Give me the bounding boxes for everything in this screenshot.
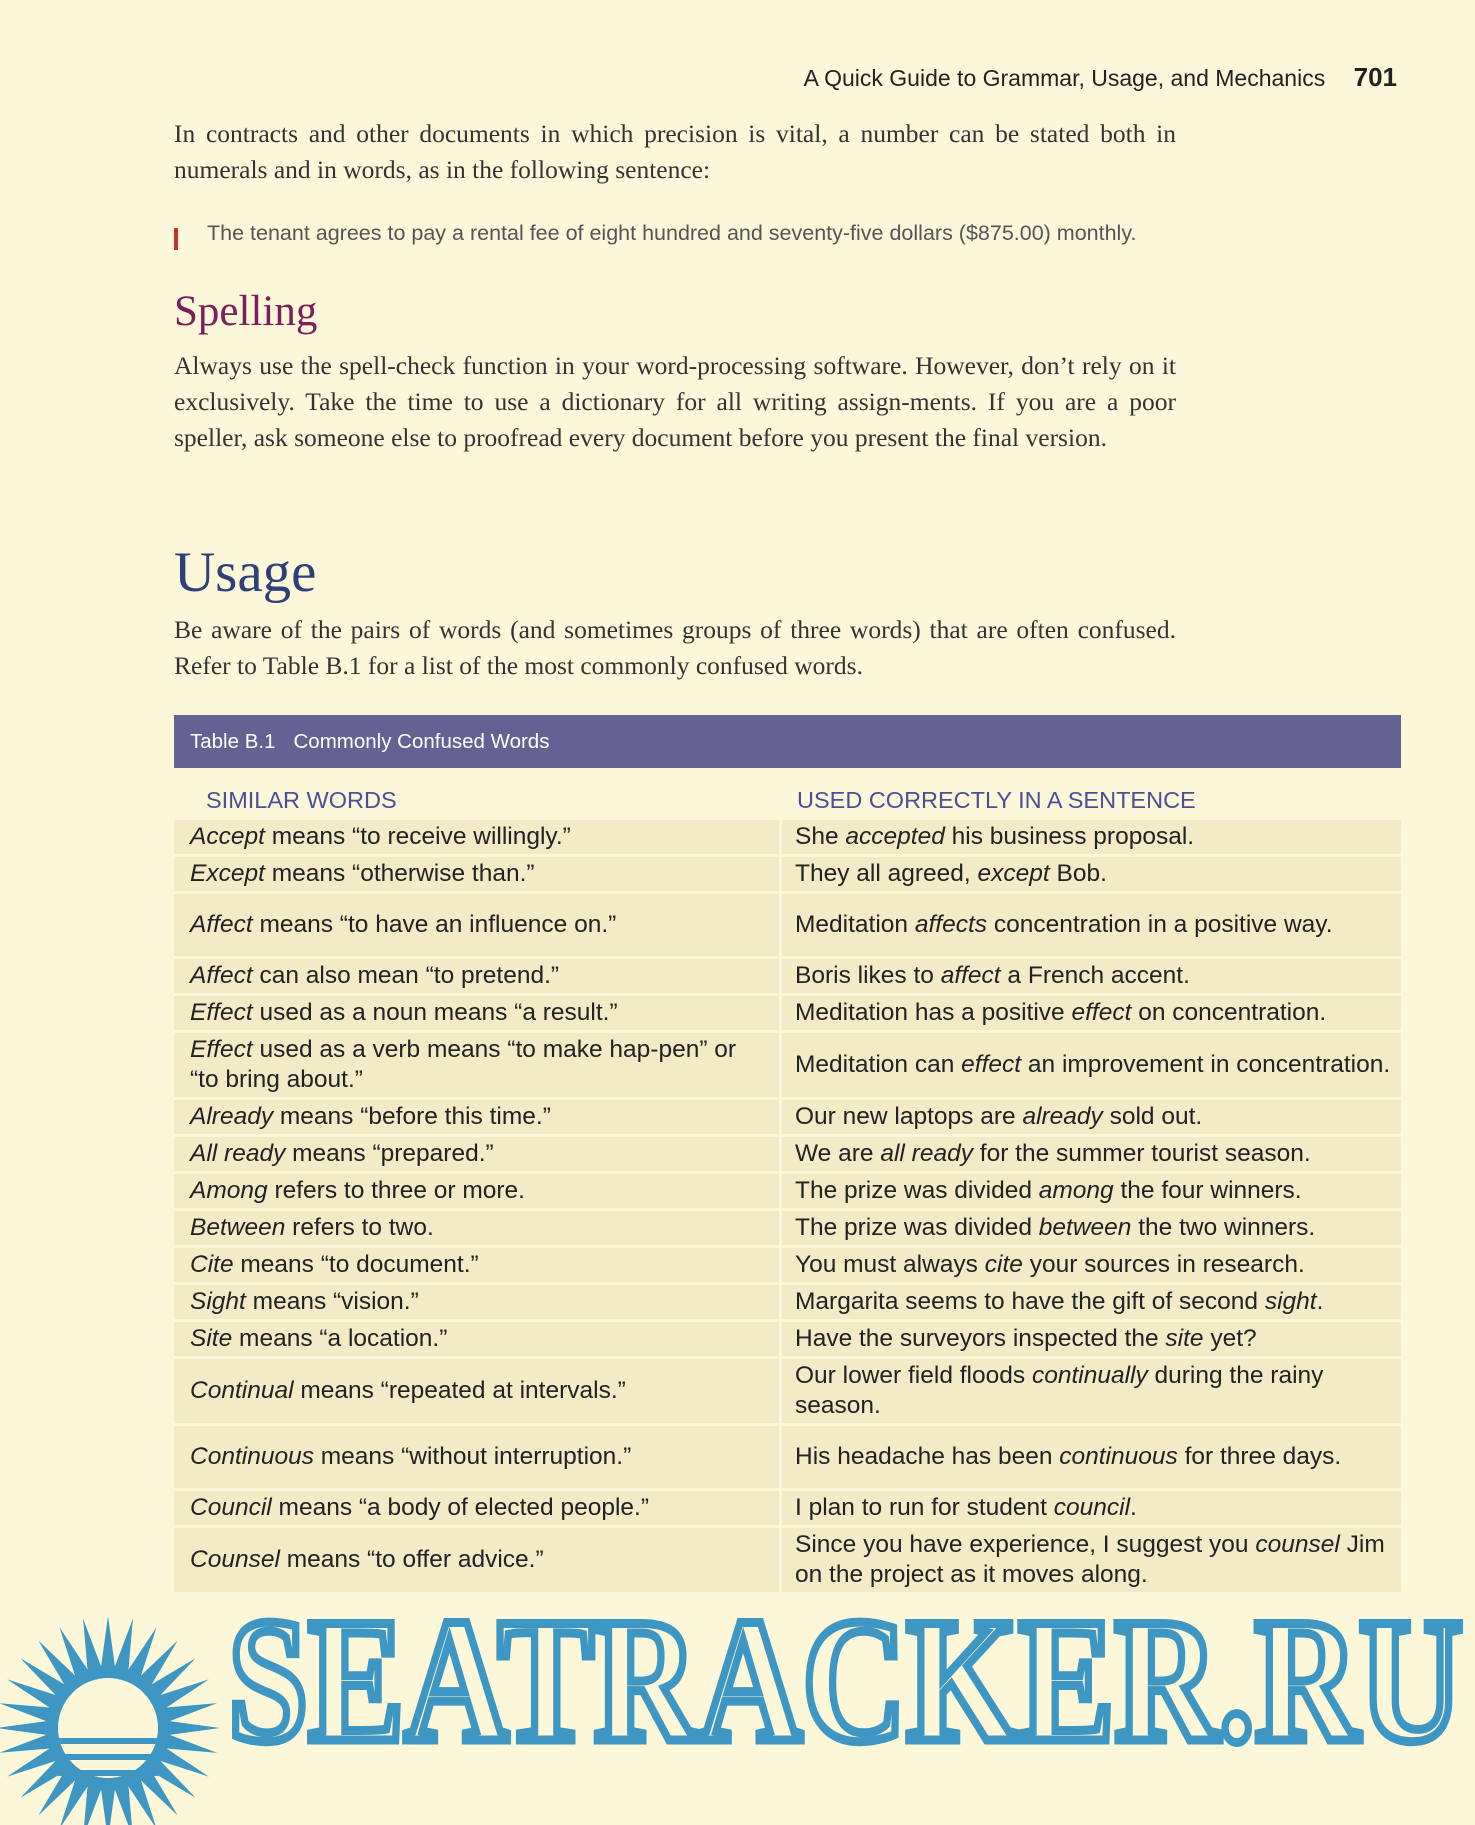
term: Except: [190, 860, 265, 887]
example-segment: His headache has been: [795, 1443, 1060, 1470]
example-term: site: [1165, 1325, 1204, 1352]
similar-word-text: [190, 1035, 759, 1095]
term: Among: [190, 1177, 268, 1204]
similar-word-cell: [174, 1322, 779, 1356]
similar-word-cell: [174, 1285, 779, 1319]
example-text: [795, 1176, 1302, 1206]
similar-word-text: [190, 910, 616, 940]
example-term: accepted: [845, 823, 945, 850]
example-accent-bar: [174, 228, 178, 250]
example-segment: The prize was divided: [795, 1177, 1039, 1204]
example-text: [795, 910, 1333, 940]
watermark: [0, 1598, 1475, 1825]
similar-word-cell: [174, 1174, 779, 1208]
similar-word-text: [190, 1442, 631, 1472]
usage-heading: Usage: [174, 541, 317, 604]
term: Affect: [190, 911, 253, 938]
term: Council: [190, 1494, 272, 1521]
example-sentence-cell: [782, 1426, 1401, 1488]
usage-paragraph: Be aware of the pairs of words (and sometimes groups of three words) that are often confused. Refer to Table B.1 for a list of the most commonly confused words.: [174, 615, 1176, 680]
term: Continual: [190, 1377, 294, 1404]
table-row: [174, 959, 1401, 993]
sun-stripe: [58, 1754, 158, 1760]
example-term: counsel: [1255, 1531, 1340, 1558]
table-row: [174, 894, 1401, 956]
example-term: sight: [1264, 1288, 1317, 1315]
example-segment: on concentration.: [1131, 999, 1327, 1026]
example-term: continuous: [1059, 1443, 1178, 1470]
table-caption: [174, 715, 1401, 768]
example-segment: The prize was divided: [795, 1214, 1039, 1241]
example-segment: Have the surveyors inspected the: [795, 1325, 1166, 1352]
example-term: cite: [984, 1251, 1023, 1278]
similar-word-cell: [174, 1248, 779, 1282]
example-term: affects: [914, 911, 988, 938]
example-text: [795, 822, 1194, 852]
example-term: council: [1053, 1494, 1131, 1521]
table-row: [174, 1426, 1401, 1488]
definition: means “prepared.”: [292, 1140, 494, 1167]
example-text: [795, 1102, 1202, 1132]
example-segment: They all agreed,: [795, 860, 978, 887]
example-segment: an improvement in concentration.: [1021, 1051, 1391, 1078]
example-text: [795, 859, 1107, 889]
example-segment: Meditation: [795, 911, 915, 938]
definition: means “before this time.”: [279, 1103, 551, 1130]
example-sentence: [174, 221, 1136, 246]
example-segment: Boris likes to: [795, 962, 941, 989]
table-row: [174, 1322, 1401, 1356]
table-row: [174, 1211, 1401, 1245]
similar-word-cell: [174, 1137, 779, 1171]
definition: refers to three or more.: [274, 1177, 525, 1204]
intro-paragraph: In contracts and other documents in which precision is vital, a number can be stated both in numerals and in words, as in the following sentence:: [174, 119, 1176, 184]
example-segment: Margarita seems to have the gift of second: [795, 1288, 1265, 1315]
similar-word-text: [190, 1545, 544, 1575]
definition: means “to receive willingly.”: [271, 823, 571, 850]
example-term: among: [1038, 1177, 1114, 1204]
similar-word-cell: [174, 1491, 779, 1525]
example-segment: We are: [795, 1140, 881, 1167]
similar-word-cell: [174, 1426, 779, 1488]
example-segment: during the rainy season.: [795, 1362, 1324, 1419]
term: Effect: [190, 1036, 253, 1063]
example-term: effect: [961, 1051, 1022, 1078]
example-text: [795, 1139, 1311, 1169]
example-term: between: [1038, 1214, 1132, 1241]
example-sentence-cell: [782, 996, 1401, 1030]
similar-word-text: [190, 859, 535, 889]
definition: means “without interruption.”: [320, 1443, 632, 1470]
example-segment: Our new laptops are: [795, 1103, 1023, 1130]
example-sentence-cell: [782, 1285, 1401, 1319]
example-sentence-cell: [782, 820, 1401, 854]
similar-word-text: [190, 998, 618, 1028]
spelling-heading: Spelling: [174, 288, 318, 335]
example-sentence-cell: [782, 1211, 1401, 1245]
table-row: [174, 1174, 1401, 1208]
definition: refers to two.: [292, 1214, 434, 1241]
example-segment: your sources in research.: [1022, 1251, 1305, 1278]
definition: means “a body of elected people.”: [278, 1494, 649, 1521]
example-segment: his business proposal.: [944, 823, 1195, 850]
term: Already: [190, 1103, 274, 1130]
similar-word-cell: [174, 1100, 779, 1134]
table-row: [174, 857, 1401, 891]
example-sentence-cell: [782, 1248, 1401, 1282]
example-text: [795, 1050, 1390, 1080]
example-sentence-cell: [782, 1174, 1401, 1208]
similar-word-text: [190, 1250, 479, 1280]
definition: means “to have an influence on.”: [259, 911, 617, 938]
table-row: [174, 996, 1401, 1030]
example-segment: yet?: [1203, 1325, 1257, 1352]
table-number: Table B.1: [190, 729, 276, 753]
example-segment: Since you have experience, I suggest you: [795, 1531, 1256, 1558]
example-text: [795, 1493, 1137, 1523]
column-header-used-correctly: USED CORRECTLY IN A SENTENCE: [797, 787, 1196, 813]
example-text: [795, 1287, 1323, 1317]
example-sentence-cell: [782, 1033, 1401, 1097]
similar-word-cell: [174, 1211, 779, 1245]
example-term: affect: [940, 962, 1001, 989]
spelling-paragraph: Always use the spell-check function in your word-processing software. However, don’t rely on it exclusively. Take the time to use a dictionary for all writing assign-ments. If you are a poor speller, ask someone else to proofread every document before you present the final version.: [174, 351, 1176, 452]
definition: means “vision.”: [252, 1288, 419, 1315]
example-segment: Bob.: [1049, 860, 1107, 887]
definition: can also mean “to pretend.”: [259, 962, 560, 989]
term: Counsel: [190, 1546, 280, 1573]
sun-stripe: [58, 1770, 158, 1776]
definition: means “to offer advice.”: [286, 1546, 544, 1573]
example-text: [795, 961, 1190, 991]
table-row: [174, 1100, 1401, 1134]
running-head-title: A Quick Guide to Grammar, Usage, and Mechanics: [803, 65, 1326, 91]
example-text: [795, 1213, 1315, 1243]
example-segment: sold out.: [1102, 1103, 1203, 1130]
definition: used as a verb means “to make hap-pen” or “to bring about.”: [190, 1036, 737, 1093]
similar-word-cell: [174, 1528, 779, 1592]
table-row: [174, 1285, 1401, 1319]
definition: used as a noun means “a result.”: [259, 999, 618, 1026]
example-sentence-cell: [782, 1491, 1401, 1525]
similar-word-text: [190, 961, 559, 991]
similar-word-text: [190, 1493, 649, 1523]
page-number: 701: [1353, 62, 1397, 92]
table-row: [174, 1248, 1401, 1282]
table-row: [174, 1528, 1401, 1592]
similar-word-cell: [174, 820, 779, 854]
example-segment: concentration in a positive way.: [987, 911, 1333, 938]
example-sentence-text: The tenant agrees to pay a rental fee of eight hundred and seventy-five dollars ($875.00) monthly.: [207, 221, 1137, 245]
similar-word-cell: [174, 894, 779, 956]
similar-word-text: [190, 822, 571, 852]
example-sentence-cell: [782, 959, 1401, 993]
similar-word-cell: [174, 996, 779, 1030]
sun-disc: [58, 1678, 158, 1778]
example-term: except: [977, 860, 1050, 887]
example-text: [795, 1442, 1341, 1472]
example-segment: .: [1316, 1288, 1324, 1315]
table-row: [174, 1359, 1401, 1423]
example-sentence-cell: [782, 1359, 1401, 1423]
term: Accept: [190, 823, 265, 850]
definition: means “otherwise than.”: [271, 860, 535, 887]
example-segment: Our lower field floods: [795, 1362, 1032, 1389]
example-sentence-cell: [782, 894, 1401, 956]
example-term: continually: [1031, 1362, 1148, 1389]
example-sentence-cell: [782, 1137, 1401, 1171]
column-header-similar-words: SIMILAR WORDS: [206, 787, 397, 813]
similar-word-cell: [174, 959, 779, 993]
similar-word-text: [190, 1102, 551, 1132]
term: Between: [190, 1214, 286, 1241]
term: Site: [190, 1325, 233, 1352]
similar-word-cell: [174, 1359, 779, 1423]
example-segment: for three days.: [1177, 1443, 1342, 1470]
term: All ready: [190, 1140, 286, 1167]
term: Cite: [190, 1251, 234, 1278]
similar-word-text: [190, 1139, 494, 1169]
example-segment: Meditation can: [795, 1051, 962, 1078]
definition: means “a location.”: [239, 1325, 448, 1352]
example-term: effect: [1071, 999, 1132, 1026]
term: Sight: [190, 1288, 246, 1315]
example-segment: for the summer tourist season.: [972, 1140, 1311, 1167]
example-segment: I plan to run for student: [795, 1494, 1054, 1521]
term: Continuous: [190, 1443, 314, 1470]
term: Affect: [190, 962, 253, 989]
table-row: [174, 1033, 1401, 1097]
example-text: [795, 1250, 1305, 1280]
example-segment: the two winners.: [1131, 1214, 1316, 1241]
similar-word-text: [190, 1376, 626, 1406]
similar-word-cell: [174, 1033, 779, 1097]
example-term: already: [1022, 1103, 1103, 1130]
example-sentence-cell: [782, 1100, 1401, 1134]
table-row: [174, 1137, 1401, 1171]
example-text: [795, 1361, 1391, 1421]
example-segment: a French accent.: [1000, 962, 1190, 989]
similar-word-text: [190, 1213, 434, 1243]
example-sentence-cell: [782, 1322, 1401, 1356]
example-term: all ready: [880, 1140, 973, 1167]
example-sentence-cell: [782, 857, 1401, 891]
example-segment: .: [1130, 1494, 1137, 1521]
example-sentence-cell: [782, 1528, 1401, 1592]
example-text: [795, 1324, 1257, 1354]
running-head: [804, 62, 1397, 93]
watermark-text: SEATRACKER.RU: [228, 1598, 1463, 1779]
example-segment: Meditation has a positive: [795, 999, 1072, 1026]
similar-word-cell: [174, 857, 779, 891]
example-text: [795, 1530, 1391, 1590]
table-row: [174, 1491, 1401, 1525]
example-segment: the four winners.: [1113, 1177, 1302, 1204]
sun-stripe: [58, 1738, 158, 1744]
example-segment: Jim on the project as it moves along.: [795, 1531, 1385, 1588]
example-text: [795, 998, 1326, 1028]
sun-icon: [0, 1616, 220, 1825]
table-row: [174, 820, 1401, 854]
table-body: [174, 820, 1401, 1595]
term: Effect: [190, 999, 253, 1026]
example-segment: She: [795, 823, 846, 850]
table-title: Commonly Confused Words: [293, 729, 550, 753]
example-segment: You must always: [795, 1251, 985, 1278]
similar-word-text: [190, 1287, 419, 1317]
similar-word-text: [190, 1324, 447, 1354]
similar-word-text: [190, 1176, 525, 1206]
definition: means “repeated at intervals.”: [300, 1377, 626, 1404]
definition: means “to document.”: [240, 1251, 479, 1278]
